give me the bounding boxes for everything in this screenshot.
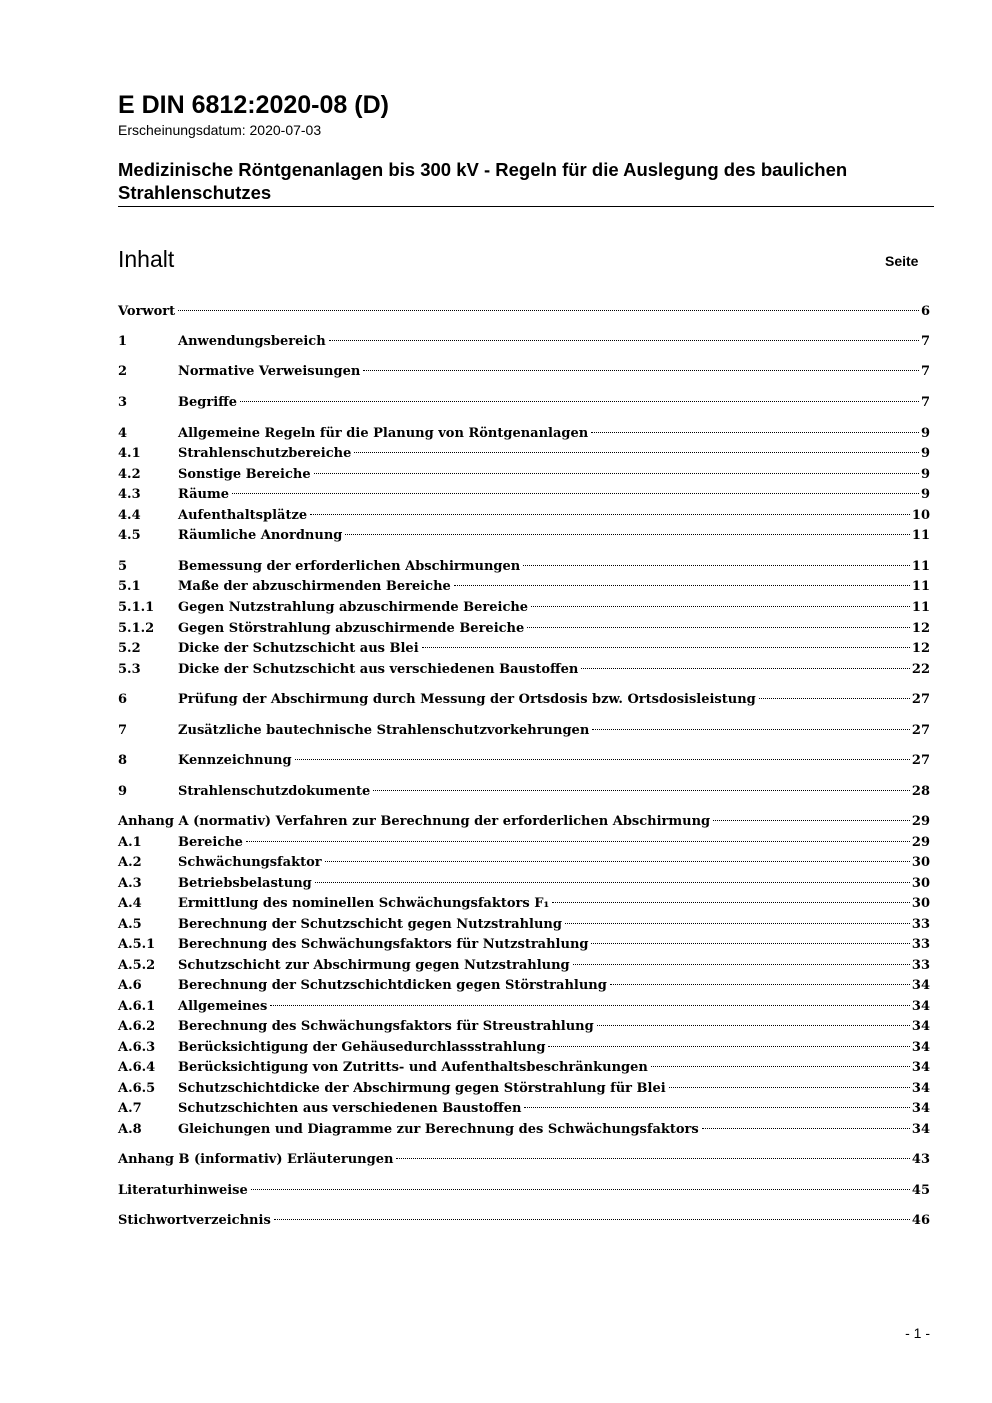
toc-entry-number: 5 bbox=[118, 559, 128, 574]
toc-entry-title: Allgemeine Regeln für die Planung von Röntgenanlagen bbox=[178, 426, 589, 441]
toc-entry-title: Prüfung der Abschirmung durch Messung der Ortsdosis bzw. Ortsdosisleistung bbox=[178, 692, 756, 707]
toc-entry[interactable] bbox=[118, 619, 930, 639]
toc-entry[interactable] bbox=[118, 465, 930, 485]
toc-entry-title: Bemessung der erforderlichen Abschirmungen bbox=[178, 559, 521, 574]
toc-entry-page: 34 bbox=[911, 1019, 930, 1034]
toc-entry-number: A.3 bbox=[118, 876, 142, 891]
toc-entry[interactable] bbox=[118, 874, 930, 894]
toc-dot-leader bbox=[232, 493, 919, 494]
toc-entry-page: 11 bbox=[911, 600, 930, 615]
toc-entry-title: Kennzeichnung bbox=[178, 753, 292, 768]
toc-entry-title: Berechnung des Schwächungsfaktors für Streustrahlung bbox=[178, 1019, 594, 1034]
toc-entry-page: 34 bbox=[911, 978, 930, 993]
toc-dot-leader bbox=[573, 964, 910, 965]
toc-entry-number: 7 bbox=[118, 723, 128, 738]
toc-entry[interactable] bbox=[118, 956, 930, 976]
toc-entry-title: Gegen Nutzstrahlung abzuschirmende Bereiche bbox=[178, 600, 529, 615]
toc-dot-leader bbox=[581, 668, 910, 669]
toc-entry-title: Gegen Störstrahlung abzuschirmende Bereiche bbox=[178, 621, 525, 636]
toc-entry[interactable] bbox=[118, 721, 930, 741]
toc-entry-page: 29 bbox=[911, 835, 930, 850]
toc-entry-number: 1 bbox=[118, 334, 128, 349]
toc-entry-number: A.5 bbox=[118, 917, 142, 932]
toc-entry-number: A.1 bbox=[118, 835, 142, 850]
toc-entry[interactable] bbox=[118, 833, 930, 853]
toc-entry[interactable] bbox=[118, 935, 930, 955]
toc-entry[interactable] bbox=[118, 598, 930, 618]
toc-dot-leader bbox=[310, 514, 910, 515]
toc-entry-page: 7 bbox=[920, 364, 930, 379]
toc-dot-leader bbox=[524, 1107, 909, 1108]
toc-entry-page: 12 bbox=[911, 621, 930, 636]
toc-entry[interactable] bbox=[118, 362, 930, 382]
toc-dot-leader bbox=[354, 452, 919, 453]
toc-entry-title: Anhang B (informativ) Erläuterungen bbox=[118, 1152, 394, 1167]
toc-entry[interactable] bbox=[118, 393, 930, 413]
toc-dot-leader bbox=[270, 1005, 910, 1006]
toc-entry-page: 34 bbox=[911, 1122, 930, 1137]
toc-entry-title: Allgemeines bbox=[178, 999, 268, 1014]
toc-entry-number: A.2 bbox=[118, 855, 142, 870]
toc-entry-page: 7 bbox=[920, 334, 930, 349]
toc-entry-number: A.6.1 bbox=[118, 999, 156, 1014]
toc-entry-number: 4.1 bbox=[118, 446, 141, 461]
toc-dot-leader bbox=[246, 841, 910, 842]
toc-entry-page: 46 bbox=[911, 1213, 930, 1228]
footer-page-number: - 1 - bbox=[905, 1325, 930, 1341]
toc-entry[interactable] bbox=[118, 506, 930, 526]
toc-entry-page: 43 bbox=[911, 1152, 930, 1167]
toc-entry[interactable] bbox=[118, 997, 930, 1017]
toc-entry-number: 5.1 bbox=[118, 579, 141, 594]
toc-entry[interactable] bbox=[118, 915, 930, 935]
toc-entry-title: Berechnung der Schutzschichtdicken gegen Störstrahlung bbox=[178, 978, 607, 993]
toc-entry[interactable] bbox=[118, 1211, 930, 1231]
toc-entry-number: A.5.2 bbox=[118, 958, 156, 973]
toc-entry-title: Räumliche Anordnung bbox=[178, 528, 343, 543]
toc-dot-leader bbox=[552, 902, 910, 903]
toc-entry-page: 7 bbox=[920, 395, 930, 410]
toc-entry-title: Anwendungsbereich bbox=[178, 334, 326, 349]
toc-entry-number: 3 bbox=[118, 395, 128, 410]
toc-dot-leader bbox=[422, 647, 910, 648]
toc-dot-leader bbox=[713, 820, 910, 821]
toc-dot-leader bbox=[651, 1066, 910, 1067]
toc-dot-leader bbox=[527, 627, 910, 628]
toc-entry-page: 27 bbox=[911, 723, 930, 738]
toc-entry-page: 30 bbox=[911, 876, 930, 891]
toc-dot-leader bbox=[325, 861, 910, 862]
toc-entry-number: A.7 bbox=[118, 1101, 142, 1116]
toc-entry-page: 11 bbox=[911, 579, 930, 594]
toc-entry-page: 11 bbox=[911, 528, 930, 543]
toc-entry-page: 27 bbox=[911, 753, 930, 768]
toc-entry[interactable] bbox=[118, 660, 930, 680]
toc-dot-leader bbox=[591, 432, 919, 433]
toc-entry-page: 10 bbox=[911, 508, 930, 523]
document-title: Medizinische Röntgenanlagen bis 300 kV - Regeln für die Auslegung des baulichen Strahlenschutzes bbox=[118, 159, 848, 203]
toc-entry-title: Aufenthaltsplätze bbox=[178, 508, 308, 523]
toc-entry-number: A.8 bbox=[118, 1122, 142, 1137]
toc-dot-leader bbox=[396, 1158, 909, 1159]
toc-entry-page: 34 bbox=[911, 1060, 930, 1075]
toc-dot-leader bbox=[178, 310, 919, 311]
toc-entry-title: Räume bbox=[178, 487, 230, 502]
toc-dot-leader bbox=[591, 943, 909, 944]
toc-entry-title: Literaturhinweise bbox=[118, 1183, 248, 1198]
toc-dot-leader bbox=[295, 759, 910, 760]
toc-entry-title: Dicke der Schutzschicht aus Blei bbox=[178, 641, 419, 656]
toc-entry-title: Normative Verweisungen bbox=[178, 364, 361, 379]
toc-entry-number: 5.3 bbox=[118, 662, 141, 677]
toc-entry-page: 34 bbox=[911, 999, 930, 1014]
toc-entry-number: A.4 bbox=[118, 896, 142, 911]
toc-dot-leader bbox=[314, 473, 919, 474]
toc-entry[interactable] bbox=[118, 526, 930, 546]
toc-entry-title: Betriebsbelastung bbox=[178, 876, 312, 891]
toc-dot-leader bbox=[702, 1128, 910, 1129]
toc-dot-leader bbox=[597, 1025, 910, 1026]
toc-dot-leader bbox=[274, 1219, 910, 1220]
toc-entry-title: Ermittlung des nominellen Schwächungsfaktors F₁ bbox=[178, 896, 550, 911]
toc-entry-number: A.6.5 bbox=[118, 1081, 156, 1096]
toc-entry-title: Sonstige Bereiche bbox=[178, 467, 311, 482]
toc-entry-number: 6 bbox=[118, 692, 128, 707]
toc-entry-page: 6 bbox=[920, 304, 930, 319]
toc-entry-page: 9 bbox=[920, 446, 930, 461]
toc-entry[interactable] bbox=[118, 894, 930, 914]
toc-entry-title: Berücksichtigung der Gehäusedurchlassstrahlung bbox=[178, 1040, 546, 1055]
toc-entry-number: 4.3 bbox=[118, 487, 141, 502]
toc-entry[interactable] bbox=[118, 976, 930, 996]
toc-entry[interactable] bbox=[118, 1120, 930, 1140]
toc-entry-title: Begriffe bbox=[178, 395, 238, 410]
toc-entry-title: Berücksichtigung von Zutritts- und Aufenthaltsbeschränkungen bbox=[178, 1060, 648, 1075]
toc-dot-leader bbox=[363, 370, 919, 371]
toc-dot-leader bbox=[592, 729, 910, 730]
toc-entry[interactable] bbox=[118, 1079, 930, 1099]
toc-entry-title: Berechnung der Schutzschicht gegen Nutzstrahlung bbox=[178, 917, 562, 932]
toc-entry-page: 45 bbox=[911, 1183, 930, 1198]
toc-entry-title: Stichwortverzeichnis bbox=[118, 1213, 271, 1228]
toc-entry-page: 9 bbox=[920, 426, 930, 441]
toc-dot-leader bbox=[251, 1189, 910, 1190]
toc-entry[interactable] bbox=[118, 577, 930, 597]
toc-dot-leader bbox=[523, 565, 910, 566]
toc-entry-number: 4.2 bbox=[118, 467, 141, 482]
toc-entry-number: A.5.1 bbox=[118, 937, 156, 952]
toc-entry-title: Schwächungsfaktor bbox=[178, 855, 322, 870]
toc-entry-title: Berechnung des Schwächungsfaktors für Nutzstrahlung bbox=[178, 937, 589, 952]
toc-entry-number: A.6.3 bbox=[118, 1040, 156, 1055]
toc-entry-page: 34 bbox=[911, 1101, 930, 1116]
toc-entry-page: 11 bbox=[911, 559, 930, 574]
toc-entry-title: Schutzschichten aus verschiedenen Baustoffen bbox=[178, 1101, 522, 1116]
toc-entry-title: Schutzschicht zur Abschirmung gegen Nutzstrahlung bbox=[178, 958, 570, 973]
toc-entry-page: 22 bbox=[911, 662, 930, 677]
toc-entry[interactable] bbox=[118, 1181, 930, 1201]
document-id: E DIN 6812:2020-08 (D) bbox=[118, 91, 389, 119]
toc-entry-title: Bereiche bbox=[178, 835, 243, 850]
toc-dot-leader bbox=[373, 790, 910, 791]
toc-entry-number: 4.5 bbox=[118, 528, 141, 543]
toc-entry-page: 12 bbox=[911, 641, 930, 656]
toc-dot-leader bbox=[759, 698, 910, 699]
toc-entry-title: Strahlenschutzdokumente bbox=[178, 784, 371, 799]
toc-entry-number: 2 bbox=[118, 364, 128, 379]
title-divider bbox=[118, 206, 934, 207]
toc-entry-page: 33 bbox=[911, 917, 930, 932]
toc-entry[interactable] bbox=[118, 1017, 930, 1037]
toc-page-column-label: Seite bbox=[885, 253, 919, 269]
toc-entry-number: A.6.2 bbox=[118, 1019, 156, 1034]
toc-entry-page: 9 bbox=[920, 467, 930, 482]
toc-entry-title: Anhang A (normativ) Verfahren zur Berechnung der erforderlichen Abschirmung bbox=[118, 814, 711, 829]
toc-dot-leader bbox=[669, 1087, 910, 1088]
toc-entry[interactable] bbox=[118, 690, 930, 710]
toc-entry[interactable] bbox=[118, 424, 930, 444]
toc-entry-number: 8 bbox=[118, 753, 128, 768]
toc-entry-title: Schutzschichtdicke der Abschirmung gegen Störstrahlung für Blei bbox=[178, 1081, 666, 1096]
toc-entry[interactable] bbox=[118, 444, 930, 464]
toc-entry[interactable] bbox=[118, 812, 930, 832]
toc-entry[interactable] bbox=[118, 782, 930, 802]
toc-dot-leader bbox=[454, 585, 910, 586]
toc-entry-page: 34 bbox=[911, 1040, 930, 1055]
toc-entry-page: 28 bbox=[911, 784, 930, 799]
toc-heading: Inhalt bbox=[118, 246, 175, 272]
toc-entry-number: 9 bbox=[118, 784, 128, 799]
toc-entry[interactable] bbox=[118, 557, 930, 577]
toc-entry[interactable] bbox=[118, 332, 930, 352]
toc-dot-leader bbox=[565, 923, 910, 924]
toc-dot-leader bbox=[240, 401, 919, 402]
toc-entry-title: Gleichungen und Diagramme zur Berechnung des Schwächungsfaktors bbox=[178, 1122, 699, 1137]
toc-entry[interactable] bbox=[118, 1150, 930, 1170]
toc-entry-number: 5.2 bbox=[118, 641, 141, 656]
toc-dot-leader bbox=[329, 340, 919, 341]
toc-entry-page: 33 bbox=[911, 958, 930, 973]
toc-entry-title: Zusätzliche bautechnische Strahlenschutzvorkehrungen bbox=[178, 723, 590, 738]
toc-entry-number: 5.1.2 bbox=[118, 621, 155, 636]
toc-entry-page: 30 bbox=[911, 896, 930, 911]
toc-entry[interactable] bbox=[118, 302, 930, 322]
toc-entry-page: 34 bbox=[911, 1081, 930, 1096]
toc-entry[interactable] bbox=[118, 1058, 930, 1078]
toc-dot-leader bbox=[315, 882, 910, 883]
toc-entry-number: A.6.4 bbox=[118, 1060, 156, 1075]
toc-dot-leader bbox=[548, 1046, 909, 1047]
toc-entry-title: Maße der abzuschirmenden Bereiche bbox=[178, 579, 451, 594]
toc-entry-page: 27 bbox=[911, 692, 930, 707]
toc-entry-title: Vorwort bbox=[118, 304, 176, 319]
toc-dot-leader bbox=[531, 606, 910, 607]
toc-entry[interactable] bbox=[118, 639, 930, 659]
toc-entry-page: 30 bbox=[911, 855, 930, 870]
publication-date: Erscheinungsdatum: 2020-07-03 bbox=[118, 122, 322, 138]
toc-entry-number: 5.1.1 bbox=[118, 600, 155, 615]
toc-entry-number: A.6 bbox=[118, 978, 142, 993]
toc-entry[interactable] bbox=[118, 1099, 930, 1119]
toc-entry-page: 9 bbox=[920, 487, 930, 502]
toc-entry-title: Dicke der Schutzschicht aus verschiedenen Baustoffen bbox=[178, 662, 579, 677]
toc-entry[interactable] bbox=[118, 853, 930, 873]
toc-entry[interactable] bbox=[118, 1038, 930, 1058]
toc-dot-leader bbox=[610, 984, 910, 985]
toc-entry-number: 4 bbox=[118, 426, 128, 441]
toc-entry[interactable] bbox=[118, 485, 930, 505]
toc-dot-leader bbox=[345, 534, 910, 535]
toc-entry[interactable] bbox=[118, 751, 930, 771]
toc-entry-page: 33 bbox=[911, 937, 930, 952]
toc-entry-title: Strahlenschutzbereiche bbox=[178, 446, 352, 461]
toc-entry-number: 4.4 bbox=[118, 508, 141, 523]
toc-entry-page: 29 bbox=[911, 814, 930, 829]
